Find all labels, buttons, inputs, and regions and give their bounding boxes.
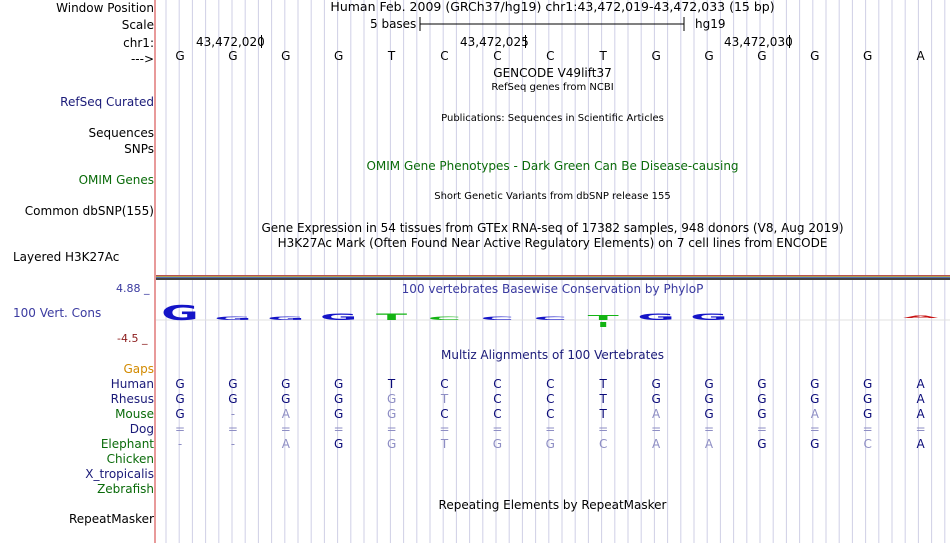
alignment-base: G	[757, 407, 767, 421]
scale-bar	[418, 16, 688, 32]
species-label[interactable]: Zebrafish	[97, 482, 154, 496]
sequence-base: C	[546, 49, 555, 63]
alignment-base: G	[757, 437, 767, 451]
position-3: 43,472,030	[724, 35, 793, 49]
alignment-base: G	[863, 407, 873, 421]
alignment-base: A	[281, 407, 290, 421]
omim-genes-label[interactable]: OMIM Genes	[78, 173, 154, 187]
alignment-base: G	[334, 407, 344, 421]
alignment-base: =	[809, 422, 820, 436]
alignment-base: G	[334, 377, 344, 391]
phylop-glyph: G	[637, 312, 675, 323]
vert-cons-label[interactable]: 100 Vert. Cons	[13, 306, 102, 320]
alignment-base: T	[440, 392, 449, 406]
alignment-base: -	[177, 437, 183, 451]
scale-text: 5 bases	[370, 17, 417, 31]
alignment-base: A	[651, 407, 661, 421]
alignment-base: G	[757, 392, 767, 406]
alignment-base: -	[230, 407, 236, 421]
phylop-max-value: 4.88 _	[116, 282, 150, 295]
alignment-base: =	[492, 422, 503, 436]
sequence-base: G	[810, 49, 820, 63]
alignment-base: =	[915, 422, 926, 436]
label-divider	[154, 0, 156, 543]
alignment-base: G	[334, 392, 344, 406]
alignment-base: A	[916, 437, 925, 451]
alignment-base: G	[281, 377, 291, 391]
sequence-base: C	[493, 49, 502, 63]
alignment-base: =	[439, 422, 450, 436]
alignment-base: T	[440, 437, 449, 451]
sequence-base: G	[704, 49, 714, 63]
sequence-base: G	[863, 49, 873, 63]
alignment-base: -	[230, 437, 236, 451]
alignment-base: =	[280, 422, 291, 436]
alignment-base: G	[228, 377, 238, 391]
layered-h3k27ac-label[interactable]: Layered H3K27Ac	[13, 250, 120, 264]
alignment-base: C	[598, 437, 608, 451]
scale-label: Scale	[121, 18, 154, 32]
alignment-base: G	[175, 407, 185, 421]
species-label[interactable]: Dog	[129, 422, 154, 436]
alignment-base: C	[546, 377, 555, 391]
common-dbsnp-label[interactable]: Common dbSNP(155)	[24, 204, 154, 218]
alignment-base: G	[334, 437, 344, 451]
alignment-base: C	[863, 437, 872, 451]
alignment-base: A	[916, 407, 925, 421]
sequences-label[interactable]: Sequences	[88, 126, 154, 140]
gaps-label[interactable]: Gaps	[123, 362, 154, 376]
refseq-curated-label[interactable]: RefSeq Curated	[60, 95, 154, 109]
omim-track-title[interactable]: OMIM Gene Phenotypes - Dark Green Can Be Disease-causing	[366, 159, 739, 173]
alignment-base: G	[810, 377, 820, 391]
window-position-label: Window Position	[56, 1, 154, 15]
gtex-track-title[interactable]: Gene Expression in 54 tissues from GTEx RNA-seq of 17382 samples, 948 donors (V8, Aug 2019)	[261, 221, 844, 235]
position-1: 43,472,020	[196, 35, 265, 49]
alignment-base: A	[651, 437, 661, 451]
phylop-glyph: T	[587, 313, 619, 322]
phylop-glyph: G	[214, 315, 252, 322]
phylop-glyph: T	[376, 312, 408, 323]
alignment-base: G	[863, 377, 873, 391]
alignment-base: C	[440, 377, 449, 391]
alignment-base: C	[546, 392, 555, 406]
phylop-glyph: C	[427, 315, 462, 322]
alignment-base: C	[493, 377, 502, 391]
phylop-marker	[600, 322, 606, 327]
alignment-base: G	[228, 392, 238, 406]
alignment-base: A	[916, 377, 925, 391]
alignment-base: G	[810, 392, 820, 406]
alignment-base: =	[545, 422, 556, 436]
sequence-base: G	[175, 49, 185, 63]
alignment-base: C	[493, 407, 502, 421]
species-label[interactable]: Human	[110, 377, 154, 391]
phylop-glyph: G	[690, 312, 728, 323]
alignment-base: T	[599, 407, 607, 421]
alignment-base: G	[175, 377, 185, 391]
alignment-base: =	[333, 422, 344, 436]
chrom-label: chr1:	[123, 36, 154, 50]
sequence-base: G	[228, 49, 238, 63]
alignment-base: G	[175, 392, 185, 406]
alignment-base: =	[756, 422, 767, 436]
sequence-base: G	[651, 49, 661, 63]
alignment-base: =	[598, 422, 609, 436]
alignment-base: G	[281, 392, 291, 406]
alignment-base: G	[704, 392, 714, 406]
phylop-glyph: G	[319, 312, 358, 323]
sequence-base: A	[916, 49, 925, 63]
alignment-base: T	[599, 392, 607, 406]
alignment-base: C	[440, 407, 449, 421]
species-label[interactable]: Elephant	[100, 437, 154, 451]
alignment-base: =	[174, 422, 186, 436]
multiz-track-title[interactable]: Multiz Alignments of 100 Vertebrates	[440, 348, 665, 362]
alignment-base: A	[281, 437, 290, 451]
alignment-base: G	[492, 437, 503, 451]
phylop-glyph: G	[267, 315, 305, 322]
alignment-base: G	[386, 407, 397, 421]
sequence-base: T	[387, 49, 396, 63]
alignment-base: =	[862, 422, 873, 436]
window-position-value[interactable]: Human Feb. 2009 (GRCh37/hg19) chr1:43,472,019-43,472,033 (15 bp)	[330, 0, 775, 14]
sequence-base: C	[440, 49, 449, 63]
alignment-base: T	[387, 377, 396, 391]
phylop-glyph: A	[902, 314, 939, 319]
alignment-base: A	[810, 407, 819, 421]
h3k27ac-track-title[interactable]: H3K27Ac Mark (Often Found Near Active Regulatory Elements) on 7 cell lines from ENCODE	[277, 236, 828, 250]
phylop-glyph: C	[533, 315, 568, 322]
position-2: 43,472,025	[460, 35, 529, 49]
scale-assembly: hg19	[695, 17, 726, 31]
alignment-base: G	[863, 392, 873, 406]
gencode-track-title[interactable]: GENCODE V49lift37	[493, 66, 612, 80]
refseq-track-title[interactable]: RefSeq genes from NCBI	[491, 82, 614, 93]
position-ticks	[0, 34, 950, 50]
dbsnp-track-title[interactable]: Short Genetic Variants from dbSNP release 155	[434, 191, 671, 202]
alignment-base: A	[916, 392, 925, 406]
alignment-base: =	[386, 422, 397, 436]
sequence-base: G	[334, 49, 344, 63]
alignment-base: G	[386, 437, 397, 451]
sequence-base: G	[281, 49, 291, 63]
alignment-base: G	[651, 392, 661, 406]
phylop-min-value: -4.5 _	[117, 332, 148, 345]
species-label[interactable]: Mouse	[115, 407, 154, 421]
alignment-base: C	[546, 407, 555, 421]
species-label[interactable]: X_tropicalis	[85, 467, 154, 481]
phylop-glyph: G	[161, 301, 199, 326]
alignment-base: G	[810, 437, 820, 451]
alignment-base: C	[493, 392, 502, 406]
alignment-base: G	[757, 377, 767, 391]
publications-track-title[interactable]: Publications: Sequences in Scientific Articles	[441, 113, 664, 124]
species-label[interactable]: Chicken	[106, 452, 154, 466]
track-separator	[156, 275, 950, 280]
alignment-base: G	[651, 377, 661, 391]
sequence-base: T	[599, 49, 607, 63]
repeatmasker-track-title[interactable]: Repeating Elements by RepeatMasker	[438, 498, 667, 512]
alignment-base: G	[704, 377, 714, 391]
phylop-glyph: C	[480, 315, 515, 322]
repeatmasker-label[interactable]: RepeatMasker	[68, 512, 154, 526]
alignment-base: G	[386, 392, 397, 406]
alignment-base: =	[227, 422, 238, 436]
snps-label[interactable]: SNPs	[124, 142, 154, 156]
alignment-base: T	[599, 377, 607, 391]
alignment-base: A	[704, 437, 714, 451]
alignment-base: =	[703, 422, 715, 436]
alignment-base: G	[545, 437, 555, 451]
phylop-track-title[interactable]: 100 vertebrates Basewise Conservation by PhyloP	[401, 282, 704, 296]
phylop-logo-track[interactable]	[0, 300, 950, 332]
sequence-base: G	[757, 49, 767, 63]
alignment-base: =	[651, 422, 662, 436]
species-label[interactable]: Rhesus	[110, 392, 154, 406]
strand-label: --->	[130, 52, 154, 66]
alignment-base: G	[704, 407, 714, 421]
